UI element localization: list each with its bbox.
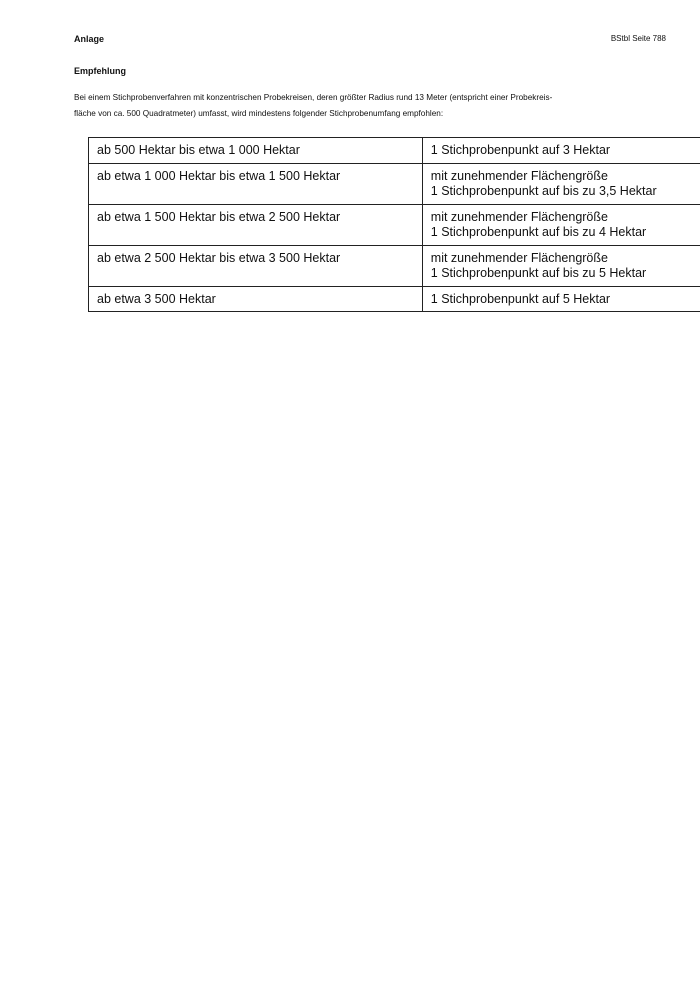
area-cell xyxy=(89,246,423,287)
area-cell xyxy=(89,138,423,164)
sample-text: mit zunehmender Flächengröße xyxy=(430,251,608,265)
page-header xyxy=(74,34,666,48)
area-text: ab etwa 3 500 Hektar xyxy=(97,292,216,306)
sample-text: 1 Stichprobenpunkt auf 3 Hektar xyxy=(430,143,611,157)
sample-text: mit zunehmender Flächengröße xyxy=(430,210,608,224)
recommendation-table xyxy=(88,137,700,312)
sample-text: 1 Stichprobenpunkt auf bis zu 3,5 Hektar xyxy=(430,184,657,198)
table-row xyxy=(89,138,700,164)
intro-line: fläche von ca. 500 Quadratmeter) umfasst, wird mindestens folgender Stichprobenumfang empfohlen: xyxy=(74,109,444,118)
area-text: ab 500 Hektar bis etwa 1 000 Hektar xyxy=(97,143,300,157)
area-cell xyxy=(89,164,423,205)
area-text: ab etwa 1 500 Hektar bis etwa 2 500 Hektar xyxy=(97,210,341,224)
sample-cell xyxy=(422,205,700,246)
sample-cell xyxy=(422,287,700,312)
sample-text: 1 Stichprobenpunkt auf bis zu 5 Hektar xyxy=(430,266,647,280)
area-text: ab etwa 1 000 Hektar bis etwa 1 500 Hektar xyxy=(97,169,341,183)
page-reference: BStbl Seite 788 xyxy=(610,34,666,43)
intro-line: Bei einem Stichprobenverfahren mit konzentrischen Probekreisen, deren größter Radius rund 13 Meter (entspricht einer Probekreis- xyxy=(74,93,553,102)
table-row xyxy=(89,287,700,312)
sample-cell xyxy=(422,138,700,164)
area-cell xyxy=(89,205,423,246)
sample-text: 1 Stichprobenpunkt auf 5 Hektar xyxy=(430,292,611,306)
area-cell xyxy=(89,287,423,312)
table-row xyxy=(89,164,700,205)
table-row xyxy=(89,246,700,287)
intro-paragraph xyxy=(74,90,634,122)
section-title: Empfehlung xyxy=(74,66,126,76)
sample-cell xyxy=(422,246,700,287)
header-label: Anlage xyxy=(74,34,105,44)
sample-cell xyxy=(422,164,700,205)
sample-text: mit zunehmender Flächengröße xyxy=(430,169,608,183)
sample-text: 1 Stichprobenpunkt auf bis zu 4 Hektar xyxy=(430,225,647,239)
area-text: ab etwa 2 500 Hektar bis etwa 3 500 Hektar xyxy=(97,251,341,265)
table-row xyxy=(89,205,700,246)
